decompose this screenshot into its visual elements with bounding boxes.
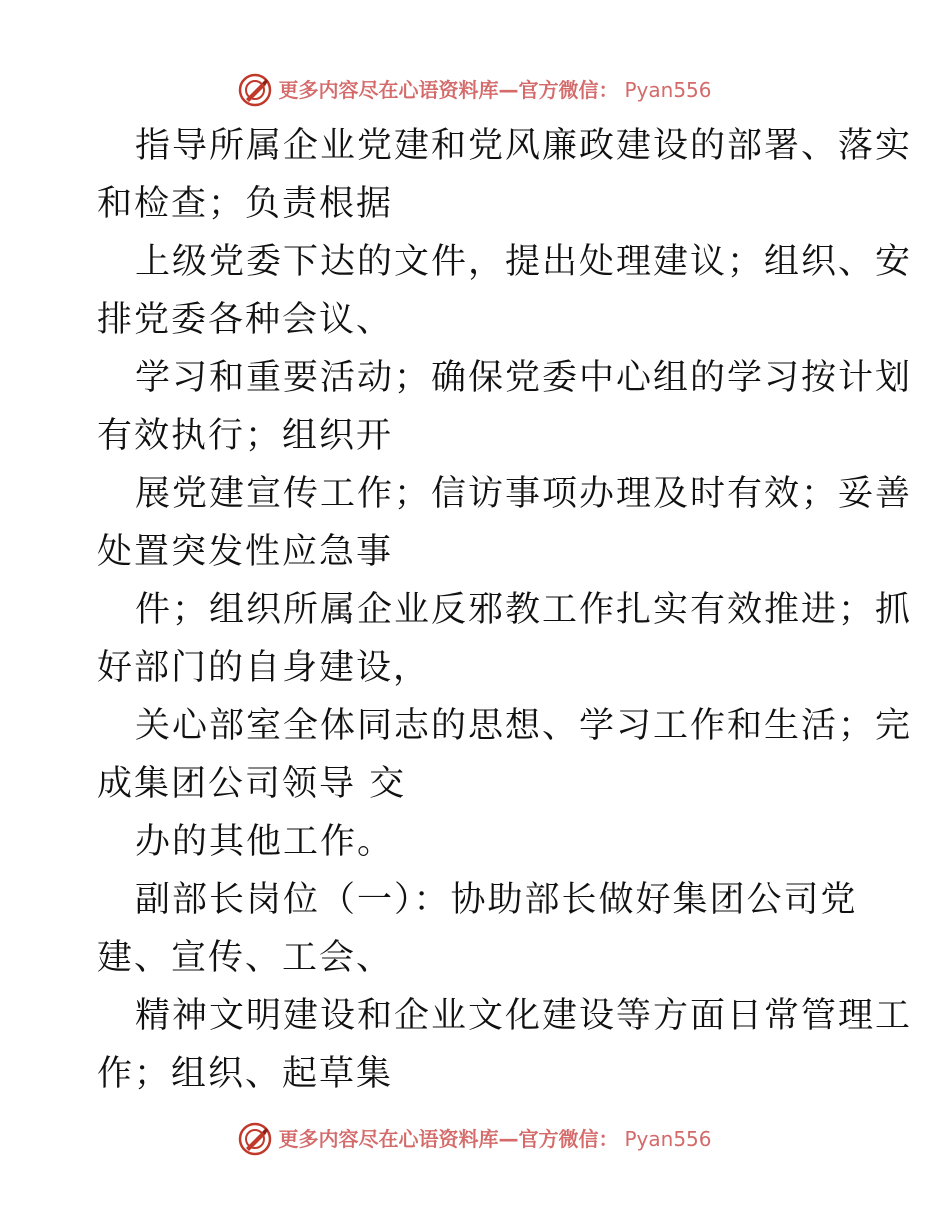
watermark-account: Pyan556 bbox=[624, 1127, 712, 1151]
text-line-11: 关心部室全体同志的思想、学习工作和生活；完 bbox=[135, 706, 913, 746]
text-line-14: 副部长岗位（一）：协助部长做好集团公司党 bbox=[135, 880, 858, 920]
text-line-5: 学习和重要活动；确保党委中心组的学习按计划 bbox=[135, 358, 913, 398]
watermark-text: 更多内容尽在心语资料库—官方微信： bbox=[278, 78, 619, 102]
text-line-16: 精神文明建设和企业文化建设等方面日常管理工 bbox=[135, 996, 913, 1036]
text-line-13: 办的其他工作。 bbox=[135, 822, 395, 862]
header-watermark bbox=[0, 70, 950, 110]
pen-logo-icon bbox=[238, 73, 272, 107]
text-line-9: 件；组织所属企业反邪教工作扎实有效推进；抓 bbox=[135, 590, 913, 630]
pen-logo-icon bbox=[238, 1122, 272, 1156]
text-line-3: 上级党委下达的文件，提出处理建议；组织、安 bbox=[135, 242, 913, 282]
text-line-8: 处置突发性应急事 bbox=[97, 532, 394, 572]
text-line-7: 展党建宣传工作；信访事项办理及时有效；妥善 bbox=[135, 474, 913, 514]
text-line-1: 指导所属企业党建和党风廉政建设的部署、落实 bbox=[135, 126, 913, 166]
text-line-12: 成集团公司领导 交 bbox=[97, 764, 407, 804]
text-line-17: 作；组织、起草集 bbox=[97, 1054, 394, 1094]
text-line-10: 好部门的自身建设， bbox=[97, 648, 431, 688]
text-line-6: 有效执行；组织开 bbox=[97, 416, 394, 456]
text-line-15: 建、宣传、工会、 bbox=[97, 938, 394, 978]
footer-watermark bbox=[0, 1119, 950, 1159]
text-line-2: 和检查；负责根据 bbox=[97, 184, 394, 224]
watermark-account: Pyan556 bbox=[624, 78, 712, 102]
text-line-4: 排党委各种会议、 bbox=[97, 300, 394, 340]
document-body bbox=[97, 117, 913, 1103]
watermark-text: 更多内容尽在心语资料库—官方微信： bbox=[278, 1127, 619, 1151]
